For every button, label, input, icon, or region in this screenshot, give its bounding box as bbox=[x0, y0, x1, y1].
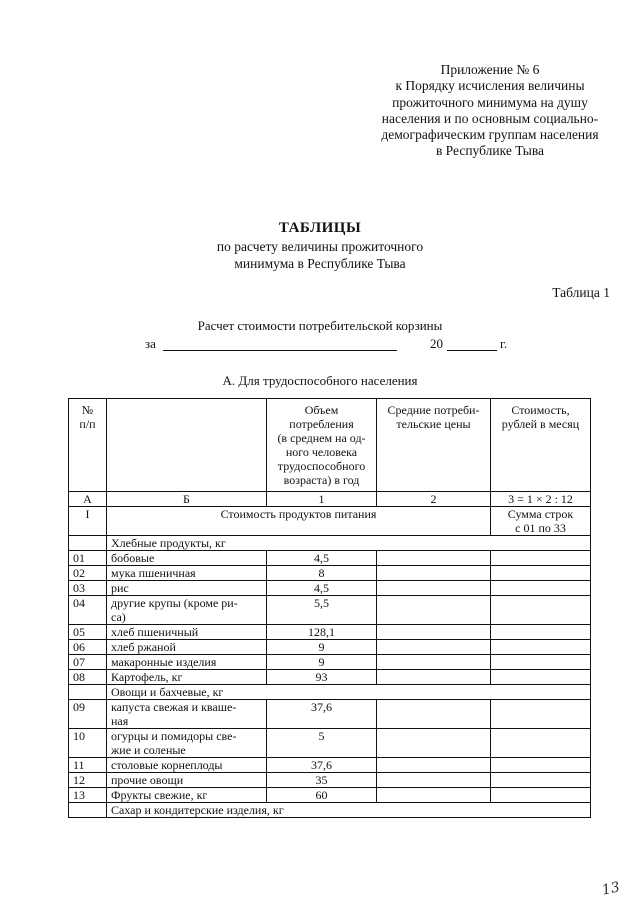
group-label-sugar: Сахар и кондитерские изделия, кг bbox=[107, 803, 591, 818]
row-name-line: жие и соленые bbox=[111, 743, 186, 757]
sum-text: Сумма строк bbox=[507, 507, 574, 521]
section-title: А. Для трудоспособного населения bbox=[222, 373, 418, 388]
index-cell: Б bbox=[107, 492, 267, 507]
group-num-empty bbox=[69, 685, 107, 700]
appendix-line: в Республике Тыва bbox=[435, 143, 545, 159]
row-cost-empty bbox=[491, 670, 591, 685]
row-name bbox=[107, 581, 267, 596]
row-num: 08 bbox=[69, 670, 107, 685]
index-cell: 2 bbox=[377, 492, 491, 507]
row-name bbox=[107, 640, 267, 655]
header-text: п/п bbox=[79, 417, 96, 431]
row-price-empty bbox=[377, 581, 491, 596]
row-volume: 35 bbox=[267, 773, 377, 788]
row-name-line: хлеб пшеничный bbox=[111, 625, 199, 639]
period-year-prefix: 20 bbox=[430, 336, 443, 351]
row-price-empty bbox=[377, 729, 491, 758]
row-price-empty bbox=[377, 625, 491, 640]
row-price-empty bbox=[377, 788, 491, 803]
document-subtitle bbox=[0, 238, 640, 272]
row-cost-empty bbox=[491, 700, 591, 729]
row-num: 12 bbox=[69, 773, 107, 788]
appendix-line: демографическим группам населения bbox=[381, 127, 599, 143]
row-name-line: другие крупы (кроме ри- bbox=[111, 596, 238, 610]
row-num: 06 bbox=[69, 640, 107, 655]
row-name bbox=[107, 566, 267, 581]
appendix-line: Приложение № 6 bbox=[440, 62, 540, 77]
row-cost-empty bbox=[491, 640, 591, 655]
row-name bbox=[107, 596, 267, 625]
row-name-line: макаронные изделия bbox=[111, 655, 217, 669]
sum-text: с 01 по 33 bbox=[515, 521, 566, 535]
group-num-empty bbox=[69, 536, 107, 551]
table-row bbox=[69, 655, 591, 670]
header-cost bbox=[491, 399, 591, 492]
row-cost-empty bbox=[491, 788, 591, 803]
row-cost-empty bbox=[491, 551, 591, 566]
table-row bbox=[69, 596, 591, 625]
index-cell: А bbox=[69, 492, 107, 507]
row-num: 01 bbox=[69, 551, 107, 566]
header-num bbox=[69, 399, 107, 492]
index-cell: 1 bbox=[267, 492, 377, 507]
document-title: ТАБЛИЦЫ bbox=[278, 220, 362, 236]
section-num: I bbox=[69, 507, 107, 536]
row-price-empty bbox=[377, 670, 491, 685]
period-year-blank bbox=[447, 350, 497, 351]
row-volume: 9 bbox=[267, 655, 377, 670]
row-num: 05 bbox=[69, 625, 107, 640]
group-row bbox=[69, 685, 591, 700]
header-avg-price bbox=[377, 399, 491, 492]
period-blank-field bbox=[163, 350, 397, 351]
row-num: 02 bbox=[69, 566, 107, 581]
group-num-empty bbox=[69, 803, 107, 818]
row-name bbox=[107, 700, 267, 729]
row-volume: 5,5 bbox=[267, 596, 377, 625]
header-volume bbox=[267, 399, 377, 492]
header-text: Объем bbox=[304, 403, 339, 417]
row-name bbox=[107, 655, 267, 670]
table-number: Таблица 1 bbox=[552, 285, 610, 300]
header-text: (в среднем на од- bbox=[277, 431, 366, 445]
veg-rows bbox=[69, 700, 591, 803]
table-row bbox=[69, 551, 591, 566]
row-price-empty bbox=[377, 773, 491, 788]
header-text: Стоимость, bbox=[511, 403, 570, 417]
row-name bbox=[107, 551, 267, 566]
table-row bbox=[69, 640, 591, 655]
page-number: 13 bbox=[600, 879, 622, 899]
row-cost-empty bbox=[491, 596, 591, 625]
row-name-line: прочие овощи bbox=[111, 773, 184, 787]
row-price-empty bbox=[377, 655, 491, 670]
bread-rows bbox=[69, 551, 591, 685]
row-name bbox=[107, 625, 267, 640]
row-name-line: столовые корнеплоды bbox=[111, 758, 223, 772]
row-volume: 4,5 bbox=[267, 551, 377, 566]
consumer-basket-table bbox=[68, 398, 591, 818]
table-row bbox=[69, 788, 591, 803]
row-name-line: ная bbox=[111, 714, 129, 728]
appendix-line: населения и по основным социально- bbox=[381, 110, 599, 126]
header-row bbox=[69, 399, 591, 492]
section-row bbox=[69, 507, 591, 536]
table-row bbox=[69, 566, 591, 581]
row-name bbox=[107, 729, 267, 758]
appendix-header bbox=[350, 62, 630, 160]
row-num: 11 bbox=[69, 758, 107, 773]
row-price-empty bbox=[377, 700, 491, 729]
row-cost-empty bbox=[491, 773, 591, 788]
row-name-line: огурцы и помидоры све- bbox=[111, 729, 237, 743]
period-year-suffix: г. bbox=[500, 336, 508, 351]
table-row bbox=[69, 670, 591, 685]
row-name-line: хлеб ржаной bbox=[111, 640, 176, 654]
appendix-line: прожиточного минимума на душу bbox=[392, 94, 588, 110]
table-row bbox=[69, 729, 591, 758]
row-price-empty bbox=[377, 640, 491, 655]
table-row bbox=[69, 773, 591, 788]
row-name-line: мука пшеничная bbox=[111, 566, 196, 580]
row-name-line: Фрукты свежие, кг bbox=[111, 788, 208, 802]
row-volume: 37,6 bbox=[267, 758, 377, 773]
header-name bbox=[107, 399, 267, 492]
row-name-line: бобовые bbox=[111, 551, 155, 565]
row-num: 04 bbox=[69, 596, 107, 625]
row-cost-empty bbox=[491, 566, 591, 581]
row-name-line: капуста свежая и кваше- bbox=[111, 700, 237, 714]
period-za-label: за bbox=[145, 336, 156, 351]
row-num: 13 bbox=[69, 788, 107, 803]
period-line bbox=[145, 336, 545, 354]
row-volume: 9 bbox=[267, 640, 377, 655]
table-row bbox=[69, 581, 591, 596]
header-text: трудоспособного bbox=[277, 459, 366, 473]
row-volume: 128,1 bbox=[267, 625, 377, 640]
row-name bbox=[107, 670, 267, 685]
row-price-empty bbox=[377, 566, 491, 581]
row-cost-empty bbox=[491, 758, 591, 773]
subtitle-line: минимума в Республике Тыва bbox=[234, 256, 406, 271]
index-cell: 3 = 1 × 2 : 12 bbox=[491, 492, 591, 507]
row-price-empty bbox=[377, 551, 491, 566]
row-num: 09 bbox=[69, 700, 107, 729]
row-name bbox=[107, 788, 267, 803]
appendix-line: к Порядку исчисления величины bbox=[395, 78, 585, 94]
calc-title: Расчет стоимости потребительской корзины bbox=[197, 318, 443, 333]
table-row bbox=[69, 625, 591, 640]
row-volume: 60 bbox=[267, 788, 377, 803]
row-num: 07 bbox=[69, 655, 107, 670]
row-volume: 4,5 bbox=[267, 581, 377, 596]
header-text: ного человека bbox=[285, 445, 358, 459]
row-num: 03 bbox=[69, 581, 107, 596]
row-name-line: рис bbox=[111, 581, 129, 595]
row-cost-empty bbox=[491, 729, 591, 758]
group-label-bread: Хлебные продукты, кг bbox=[107, 536, 591, 551]
table-row bbox=[69, 700, 591, 729]
index-row bbox=[69, 492, 591, 507]
subtitle-line: по расчету величины прожиточного bbox=[216, 239, 424, 254]
group-label-veg: Овощи и бахчевые, кг bbox=[107, 685, 591, 700]
section-sum bbox=[491, 507, 591, 536]
header-text: Средние потреби- bbox=[387, 403, 480, 417]
group-row bbox=[69, 803, 591, 818]
row-name-line: са) bbox=[111, 610, 126, 624]
row-cost-empty bbox=[491, 625, 591, 640]
row-num: 10 bbox=[69, 729, 107, 758]
row-price-empty bbox=[377, 596, 491, 625]
row-name-line: Картофель, кг bbox=[111, 670, 183, 684]
row-price-empty bbox=[377, 758, 491, 773]
header-text: возраста) в год bbox=[283, 473, 360, 487]
row-cost-empty bbox=[491, 581, 591, 596]
row-volume: 8 bbox=[267, 566, 377, 581]
header-text: потребления bbox=[289, 417, 354, 431]
row-cost-empty bbox=[491, 655, 591, 670]
row-volume: 37,6 bbox=[267, 700, 377, 729]
table-row bbox=[69, 758, 591, 773]
row-volume: 5 bbox=[267, 729, 377, 758]
header-text: рублей в месяц bbox=[501, 417, 580, 431]
row-name bbox=[107, 758, 267, 773]
header-text: тельские цены bbox=[396, 417, 471, 431]
header-text: № bbox=[81, 403, 94, 417]
section-label: Стоимость продуктов питания bbox=[107, 507, 491, 536]
group-row bbox=[69, 536, 591, 551]
row-name bbox=[107, 773, 267, 788]
row-volume: 93 bbox=[267, 670, 377, 685]
